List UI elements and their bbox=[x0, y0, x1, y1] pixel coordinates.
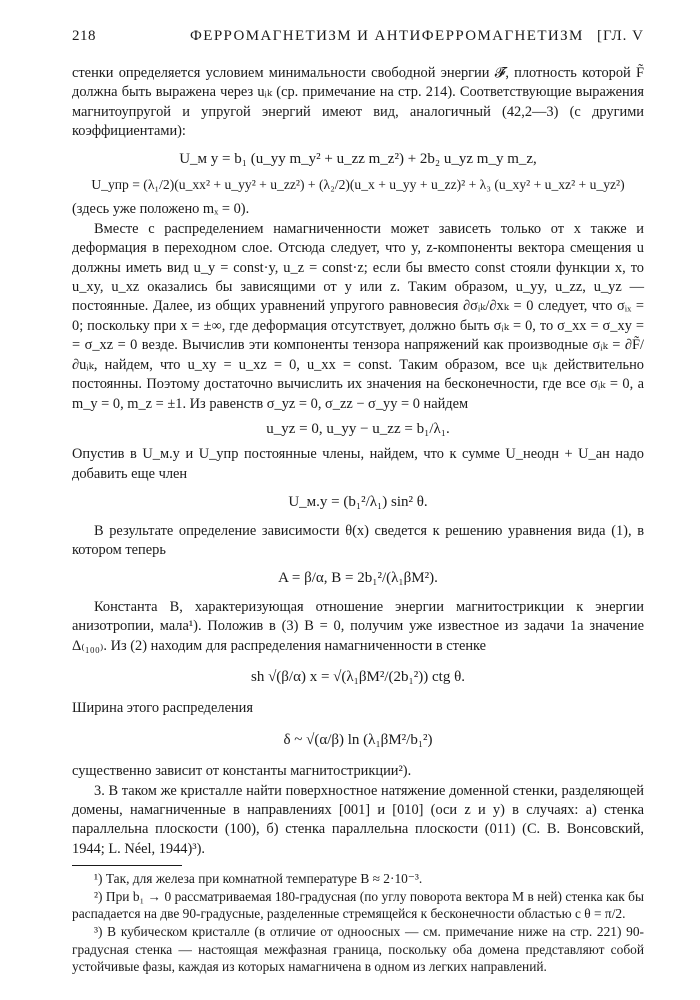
equation-width: δ ~ √(α/β) ln (λ₁βM²/b₁²) bbox=[283, 731, 433, 748]
page-body bbox=[72, 64, 644, 976]
equation-constants: A = β/α, B = 2b₁²/(λ₁βM²). bbox=[278, 570, 438, 587]
equation-energy-term: U_м.у = (b₁²/λ₁) sin² θ. bbox=[288, 494, 428, 511]
paragraph-4: Опустив в U_м.у и U_упр постоянные члены, найдем, что к сумме U_неодн + U_ан надо добавить еще член bbox=[72, 446, 644, 482]
footnote-2: ²) При b₁ → 0 рассматриваемая 180-градусная (по углу поворота вектора M в ней) стенка как бы распадается на две 90-градусные, разделенные стремящейся к бесконечности областью с θ = π/2. bbox=[72, 888, 644, 922]
paragraph-3: Вместе с распределением намагниченности может зависеть только от x также и деформация в переходном слое. Отсюда следует, что y, z-компоненты вектора смещения u должны иметь вид u_y = const·y, u_z = const·z; если бы вместо const стояли функции x, то u_xy, u_xz оказались бы зависящими от y или z. Таким образом, u_yy, u_zz, u_yz — постоянные. Далее, из общих уравнений упругого равновесия ∂σᵢₖ/∂xₖ = 0 следует, что σᵢₓ = 0; поскольку при x = ±∞, где деформация отсутствует, должно быть σᵢₖ = 0, то σ_xx = σ_xy = = σ_xz = 0 везде. Вычислив эти компоненты тензора напряжений как производные σᵢₖ = ∂F̃/∂uᵢₖ, найдем, что u_xy = u_xz = 0, u_xx = const. Таким образом, все uᵢₖ действительно постоянны. Поэтому достаточно вычислить их значения на бесконечности, где все σᵢₖ = 0, а m_y = 0, m_z = ±1. Из равенств σ_yz = 0, σ_zz − σ_yy = 0 найдем bbox=[72, 220, 644, 412]
equation-distribution: sh √(β/α) x = √(λ₁βM²/(2b₁²)) ctg θ. bbox=[250, 668, 465, 685]
equation-strain: u_yz = 0, u_yy − u_zz = b₁/λ₁. bbox=[266, 420, 450, 437]
paragraph-6: Константа B, характеризующая отношение энергии магнитострикции к энергии анизотропии, мала¹). Положив в (3) B = 0, получим уже известное из задачи 1а значение Δ₍₁₀₀₎. Из (2) находим для распределения намагниченности в стенке bbox=[72, 598, 644, 654]
footnote-separator bbox=[72, 865, 182, 866]
paragraph-7: Ширина этого распределения bbox=[72, 700, 253, 717]
paragraph-1: стенки определяется условием минимальности свободной энергии 𝓕̃, плотность которой F̃ должна быть выражена через uᵢₖ (ср. примечание на стр. 214). Соответствующие выражения магнитоупругой и упругой энергий имеют вид, аналогичный (42,2—3) (с другими коэффициентами): bbox=[72, 65, 644, 140]
paragraph-2: (здесь уже положено mₓ = 0). bbox=[72, 201, 250, 218]
paragraph-5: В результате определение зависимости θ(x) сведется к решению уравнения вида (1), в котором теперь bbox=[72, 522, 644, 558]
equation-elastic: U_упр = (λ₁/2)(u_xx² + u_yy² + u_zz²) + (λ₂/2)(u_x + u_yy + u_zz)² + λ₃ (u_xy² + u_xz² + u_yz²) bbox=[91, 177, 625, 193]
page-number: 218 bbox=[72, 28, 96, 44]
footnote-3: ³) В кубическом кристалле (в отличие от одноосных — см. примечание ниже на стр. 221) 90-градусная стенка — настоящая межфазная граница, поскольку оба домена представляют собой устойчивые фазы, каждая из которых намагничена в одном из легких направлений. bbox=[72, 924, 644, 975]
chapter-label: [ГЛ. V bbox=[596, 28, 644, 44]
footnote-1: ¹) Так, для железа при комнатной температуре B ≈ 2·10⁻³. bbox=[94, 871, 423, 887]
paragraph-8: существенно зависит от константы магнитострикции²). bbox=[72, 763, 412, 780]
page-header bbox=[72, 28, 644, 48]
running-title: ФЕРРОМАГНЕТИЗМ И АНТИФЕРРОМАГНЕТИЗМ bbox=[190, 28, 584, 44]
footnotes bbox=[72, 870, 644, 976]
paragraph-9: 3. В таком же кристалле найти поверхностное натяжение доменной стенки, разделяющей домены, намагниченные в направлениях [001] и [010] (оси z и y) в случаях: а) стенка параллельна плоскости (100), б) стенка параллельна плоскости (011) (С. В. Вонсовский, 1944; L. Néel, 1944)³). bbox=[72, 782, 644, 857]
equation-magnetoelastic: U_м у = b₁ (u_yy m_y² + u_zz m_z²) + 2b₂ u_yz m_y m_z, bbox=[179, 150, 537, 167]
